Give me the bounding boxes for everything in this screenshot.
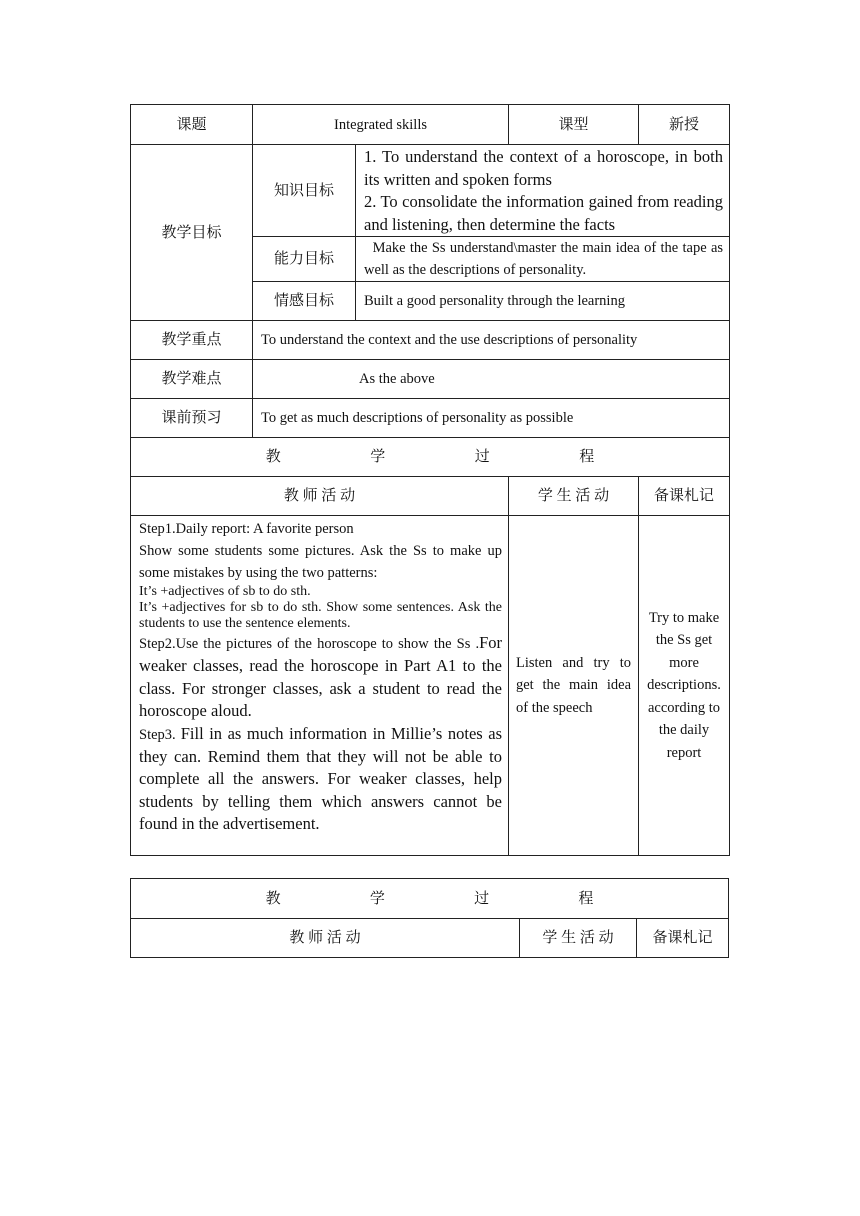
process-title-2-char-4: 程 — [578, 890, 594, 907]
header-row — [131, 105, 730, 145]
type-value: 新授 — [639, 105, 730, 145]
process-header-row-2 — [131, 919, 729, 958]
step3-lead: Step3. — [139, 726, 181, 743]
objectives-label: 教学目标 — [131, 145, 253, 321]
knowledge-text: 1. To understand the context of a horoscope, in both its written and spoken forms 2. To consolidate the information gained from reading and listening, then determine the facts — [356, 145, 730, 237]
student-activity-cell: Listen and try to get the main idea of the speech — [509, 516, 639, 856]
difficulties-text: As the above — [253, 360, 730, 399]
pattern-2: It’s +adjectives for sb to do sth. Show some sentences. Ask the students to use the sentence elements. — [139, 600, 502, 631]
key-points-text: To understand the context and the use descriptions of personality — [253, 321, 730, 360]
step3-body: Fill in as much information in Millie’s notes as they can. Remind them that they will not be able to complete all the answers. For weaker classes, help students by telling them which answers cannot be found in the advertisement. — [139, 723, 503, 833]
process-content-row — [131, 516, 730, 856]
knowledge-label: 知识目标 — [253, 145, 356, 237]
ability-label: 能力目标 — [253, 237, 356, 282]
emotion-text: Built a good personality through the learning — [356, 282, 730, 321]
process-title-2-char-3: 过 — [474, 890, 490, 907]
process-title-char-3: 过 — [474, 449, 490, 465]
key-points-row — [131, 321, 730, 360]
teacher-activity-header-2: 教 师 活 动 — [131, 919, 520, 958]
step3-paragraph — [139, 723, 502, 836]
process-title-char-4: 程 — [579, 449, 595, 465]
teacher-activity-cell — [131, 516, 509, 856]
process-title-char-1: 教 — [265, 449, 281, 465]
process-title — [131, 438, 730, 477]
process-title-row — [131, 438, 730, 477]
student-activity-header-2: 学 生 活 动 — [520, 919, 637, 958]
process-title-row-2 — [131, 879, 729, 919]
teacher-activity-header: 教 师 活 动 — [131, 477, 509, 516]
step2-lead: Step2.Use the pictures of the horoscope to show the Ss . — [139, 636, 480, 652]
preview-text: To get as much descriptions of personality as possible — [253, 399, 730, 438]
knowledge-row — [131, 145, 730, 237]
step2-paragraph — [139, 632, 502, 723]
step2-body: For weaker classes, read the horoscope in Part A1 to the class. For stronger classes, ask a student to read the horoscope aloud. — [139, 633, 502, 720]
difficulties-row — [131, 360, 730, 399]
topic-value: Integrated skills — [253, 105, 509, 145]
process-title-2 — [131, 879, 729, 919]
process-title-2-char-1: 教 — [265, 890, 281, 907]
process-continuation-table — [130, 878, 729, 958]
lesson-plan-table — [130, 104, 730, 856]
notes-header-2: 备课札记 — [637, 919, 729, 958]
topic-label: 课题 — [131, 105, 253, 145]
difficulties-label: 教学难点 — [131, 360, 253, 399]
emotion-label: 情感目标 — [253, 282, 356, 321]
preview-row — [131, 399, 730, 438]
process-title-2-char-2: 学 — [369, 890, 385, 907]
key-points-label: 教学重点 — [131, 321, 253, 360]
notes-cell: Try to make the Ss get more descriptions. according to the daily report — [639, 516, 730, 856]
process-title-char-2: 学 — [370, 449, 386, 465]
preview-label: 课前预习 — [131, 399, 253, 438]
step1-line: Step1.Daily report: A favorite person — [139, 521, 354, 537]
notes-header: 备课札记 — [639, 477, 730, 516]
student-activity-header: 学 生 活 动 — [509, 477, 639, 516]
ability-text: Make the Ss understand\master the main idea of the tape as well as the descriptions of personality. — [356, 237, 730, 282]
type-label: 课型 — [509, 105, 639, 145]
step1-instructions: Show some students some pictures. Ask the Ss to make up some mistakes by using the two patterns: — [139, 543, 502, 581]
pattern-1: It’s +adjectives of sb to do sth. — [139, 584, 311, 599]
process-header-row — [131, 477, 730, 516]
